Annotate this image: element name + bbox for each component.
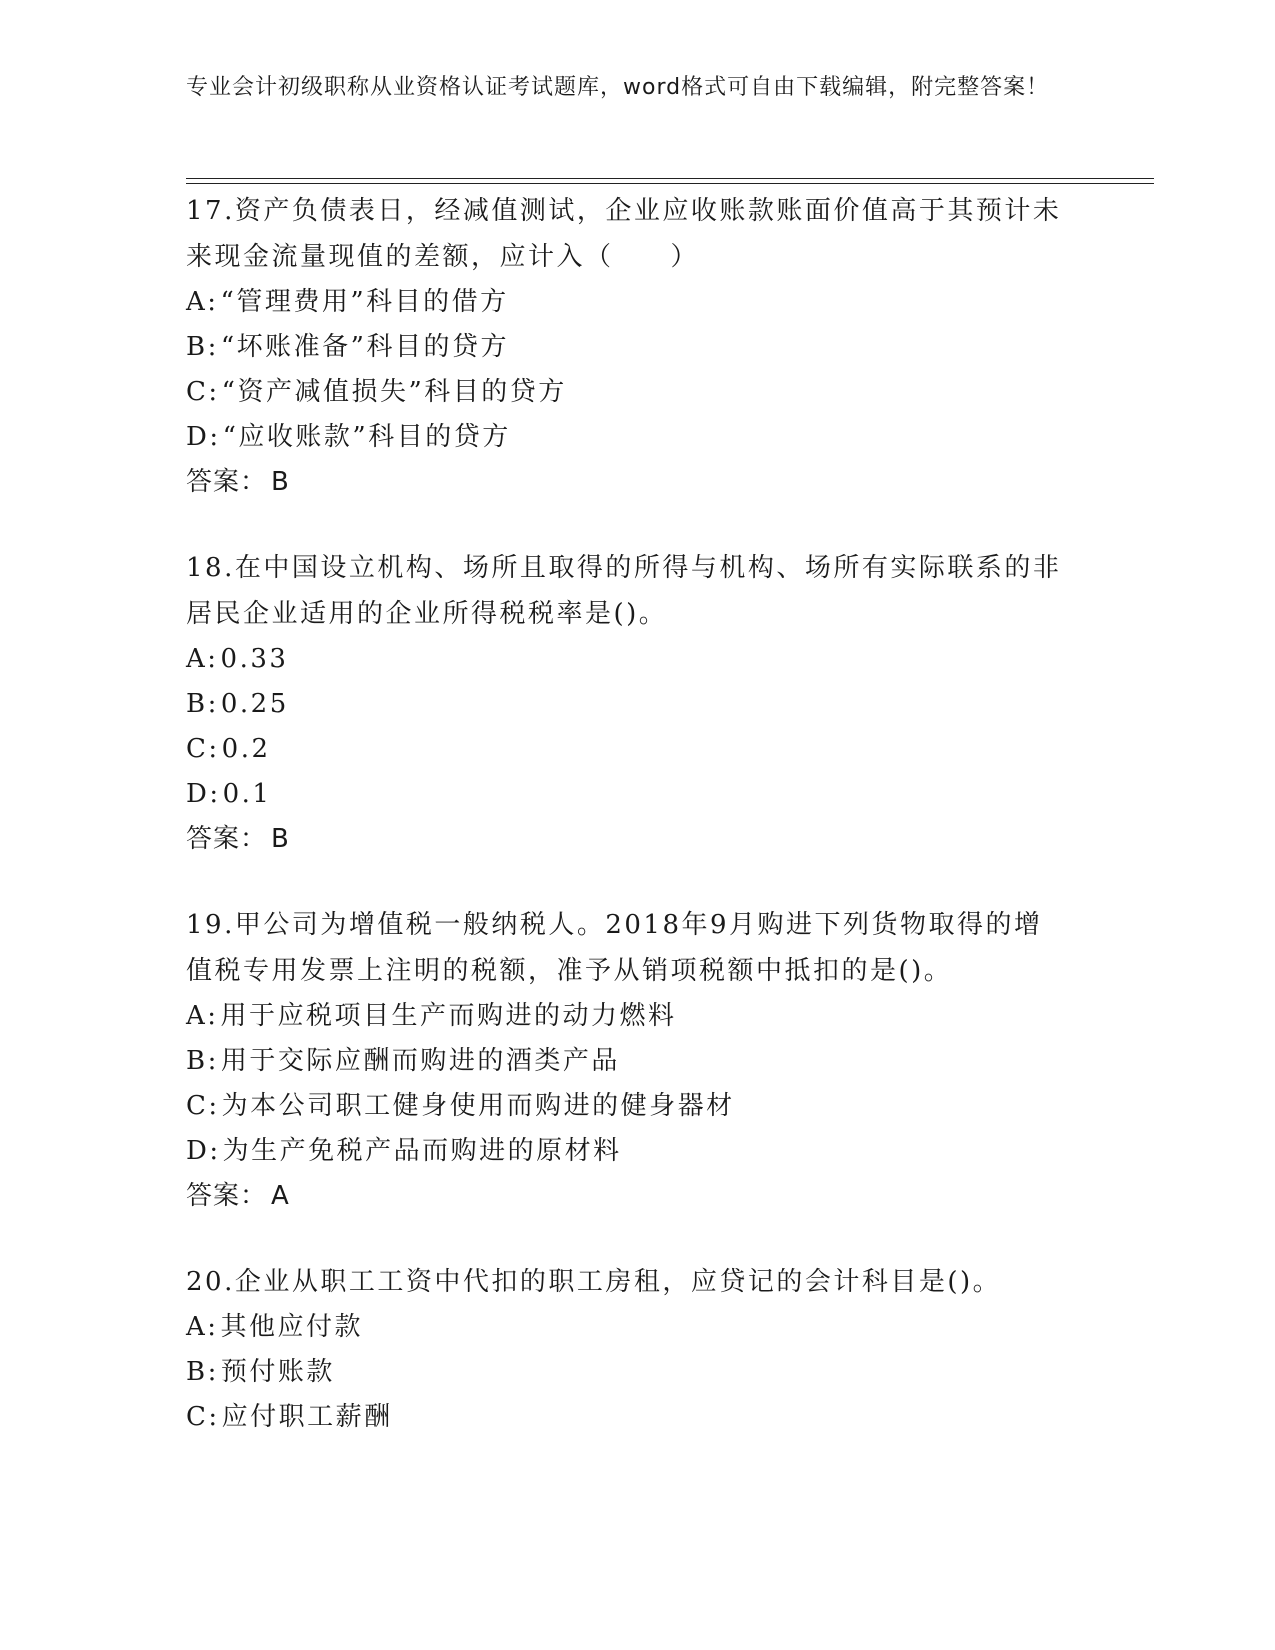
option-text: 其他应付款	[220, 1312, 364, 1342]
option-c	[186, 727, 1086, 772]
question-stem: 20.企业从职工工资中代扣的职工房租，应贷记的会计科目是()。	[186, 1267, 1002, 1297]
option-label: C:	[186, 377, 220, 407]
option-label: D:	[186, 779, 221, 809]
option-label: C:	[186, 1402, 220, 1432]
option-d	[186, 415, 1086, 460]
option-label: B:	[186, 689, 219, 719]
answer-value: A	[271, 1181, 290, 1211]
option-label: B:	[186, 1357, 219, 1387]
question-20	[186, 1259, 1086, 1440]
option-b	[186, 1039, 1086, 1084]
page-header-text: 专业会计初级职称从业资格认证考试题库，word格式可自由下载编辑，附完整答案！	[186, 75, 1050, 100]
option-text: 为生产免税产品而购进的原材料	[222, 1136, 622, 1166]
option-label: C:	[186, 734, 220, 764]
option-c	[186, 1084, 1086, 1129]
option-label: A:	[186, 644, 219, 674]
answer-value: B	[271, 824, 290, 854]
answer-line	[186, 460, 1086, 505]
answer-line	[186, 817, 1086, 862]
option-label: A:	[186, 287, 219, 317]
option-text: 为本公司职工健身使用而购进的健身器材	[221, 1091, 735, 1121]
option-label: D:	[186, 1136, 221, 1166]
answer-label: 答案：	[186, 1181, 268, 1211]
option-d	[186, 772, 1086, 817]
answer-value: B	[271, 467, 290, 497]
option-text: 0.25	[220, 689, 289, 719]
option-label: C:	[186, 1091, 220, 1121]
option-text: 用于应税项目生产而购进的动力燃料	[220, 1001, 677, 1031]
answer-label: 答案：	[186, 824, 268, 854]
option-a	[186, 280, 1086, 325]
option-text: 0.33	[220, 644, 289, 674]
option-label: D:	[186, 422, 221, 452]
question-list	[186, 188, 1086, 1480]
option-label: A:	[186, 1001, 219, 1031]
option-b	[186, 682, 1086, 727]
option-text: 预付账款	[220, 1357, 335, 1387]
option-a	[186, 637, 1086, 682]
option-b	[186, 1350, 1086, 1395]
option-d	[186, 1129, 1086, 1174]
option-text: “管理费用”科目的借方	[220, 287, 509, 317]
option-label: A:	[186, 1312, 219, 1342]
question-stem: 18.在中国设立机构、场所且取得的所得与机构、场所有实际联系的非居民企业适用的企业所得税税率是()。	[186, 553, 1062, 629]
option-c	[186, 370, 1086, 415]
question-19	[186, 902, 1086, 1219]
option-text: 0.1	[222, 779, 272, 809]
answer-line	[186, 1174, 1086, 1219]
question-stem: 17.资产负债表日，经减值测试，企业应收账款账面价值高于其预计未来现金流量现值的差额，应计入（ ）	[186, 196, 1062, 272]
question-stem: 19.甲公司为增值税一般纳税人。2018年9月购进下列货物取得的增值税专用发票上注明的税额，准予从销项税额中抵扣的是()。	[186, 910, 1043, 986]
question-17	[186, 188, 1086, 505]
option-text: “应收账款”科目的贷方	[222, 422, 511, 452]
header-rule-top	[186, 178, 1154, 179]
option-text: “坏账准备”科目的贷方	[220, 332, 509, 362]
option-text: “资产减值损失”科目的贷方	[221, 377, 567, 407]
option-c	[186, 1395, 1086, 1440]
option-a	[186, 994, 1086, 1039]
option-b	[186, 325, 1086, 370]
option-text: 用于交际应酬而购进的酒类产品	[220, 1046, 620, 1076]
option-text: 应付职工薪酬	[221, 1402, 393, 1432]
option-a	[186, 1305, 1086, 1350]
option-label: B:	[186, 332, 219, 362]
question-18	[186, 545, 1086, 862]
option-text: 0.2	[221, 734, 271, 764]
header-rule-bottom	[186, 183, 1154, 184]
option-label: B:	[186, 1046, 219, 1076]
answer-label: 答案：	[186, 467, 268, 497]
